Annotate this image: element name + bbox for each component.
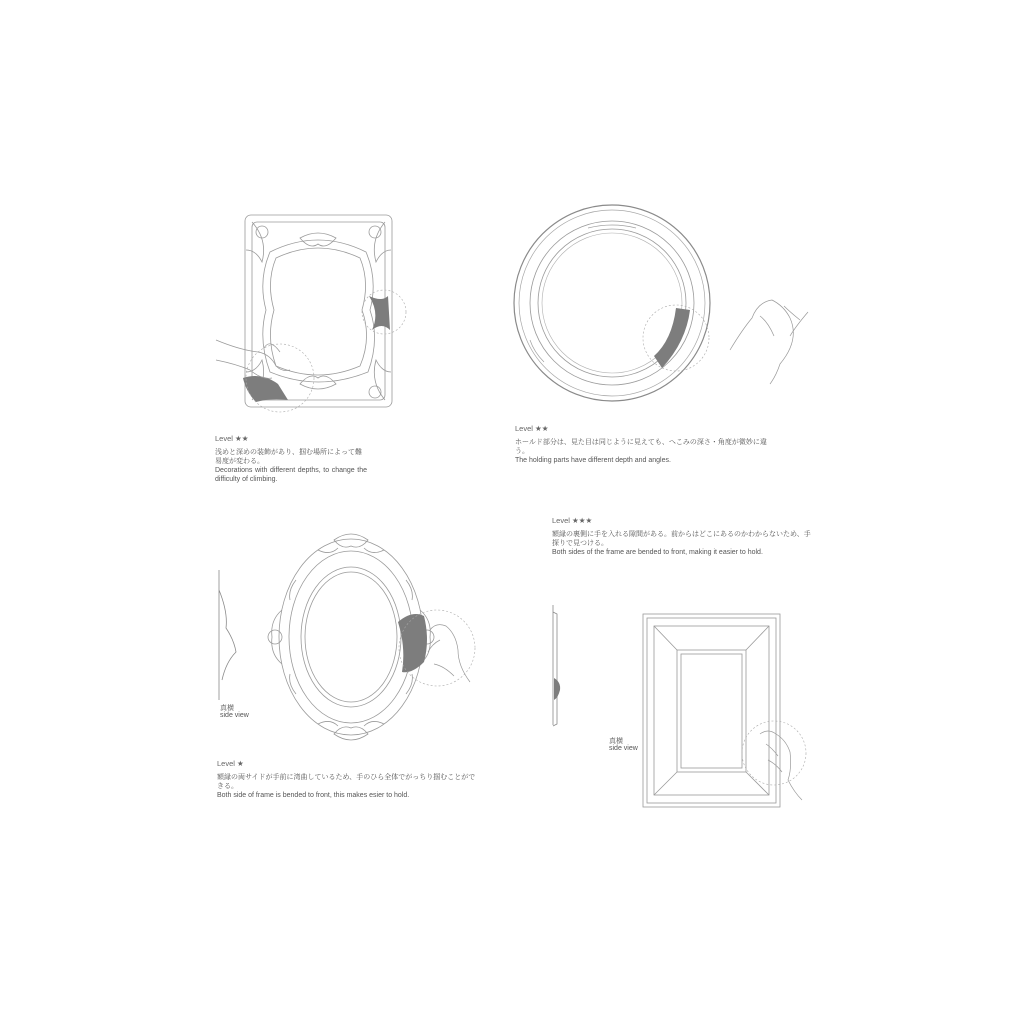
level-label: Level [215, 434, 233, 443]
level-stars: ★★★ [572, 516, 593, 525]
caption-en: Decorations with different depths, to change the difficulty of climbing. [215, 467, 367, 483]
hold-bottom-left [243, 376, 288, 402]
caption-panel-1 [215, 434, 367, 484]
hand-1 [216, 340, 290, 378]
caption-panel-2 [515, 424, 775, 465]
oval-frame-hold [398, 610, 475, 686]
round-frame-hold [643, 300, 808, 384]
level-label: Level [217, 759, 235, 768]
caption-jp: ホールド部分は、見た目は同じように見えても、へこみの深さ・角度が微妙に違う。 [515, 438, 767, 455]
hand-4 [760, 731, 802, 800]
caption-panel-3 [217, 759, 477, 800]
caption-en: Both side of frame is bended to front, this makes esier to hold. [217, 792, 410, 799]
caption-en: Both sides of the frame are bended to front, making it easier to hold. [552, 549, 763, 556]
side-view-label-1 [220, 704, 249, 720]
caption-jp: 額縁の両サイドが手前に湾曲しているため、手のひら全体でがっちり掴むことができる。 [217, 773, 476, 790]
caption-en: The holding parts have different depth and angles. [515, 457, 671, 464]
level-stars: ★★ [535, 424, 549, 433]
hand-3 [428, 625, 470, 682]
side-view-jp: 真横 [609, 737, 623, 745]
level-stars: ★ [237, 759, 244, 768]
plain-rect-hold [742, 721, 806, 800]
caption-jp: 額縁の裏側に手を入れる隙間がある。前からはどこにあるのかわからないため、手探りで見つける。 [552, 530, 811, 547]
side-view-label-2 [609, 737, 638, 753]
side-view-jp: 真横 [220, 704, 234, 712]
hold-right [369, 296, 390, 330]
hold-oval [398, 614, 427, 672]
level-label: Level [515, 424, 533, 433]
caption-panel-4 [552, 516, 812, 557]
caption-jp: 浅めと深めの装飾があり、掴む場所によって難易度が変わる。 [215, 448, 362, 465]
side-view-profile-2 [553, 605, 557, 726]
round-frame [514, 205, 710, 401]
hand-2 [730, 300, 808, 384]
side-view-profile-1 [219, 570, 236, 700]
side-view-en: side view [609, 745, 638, 752]
level-stars: ★★ [235, 434, 249, 443]
ornate-rect-holds [216, 290, 406, 412]
level-label: Level [552, 516, 570, 525]
plain-rect-frame [643, 614, 780, 807]
side-view-hold-2 [554, 678, 560, 700]
side-view-en: side view [220, 712, 249, 719]
